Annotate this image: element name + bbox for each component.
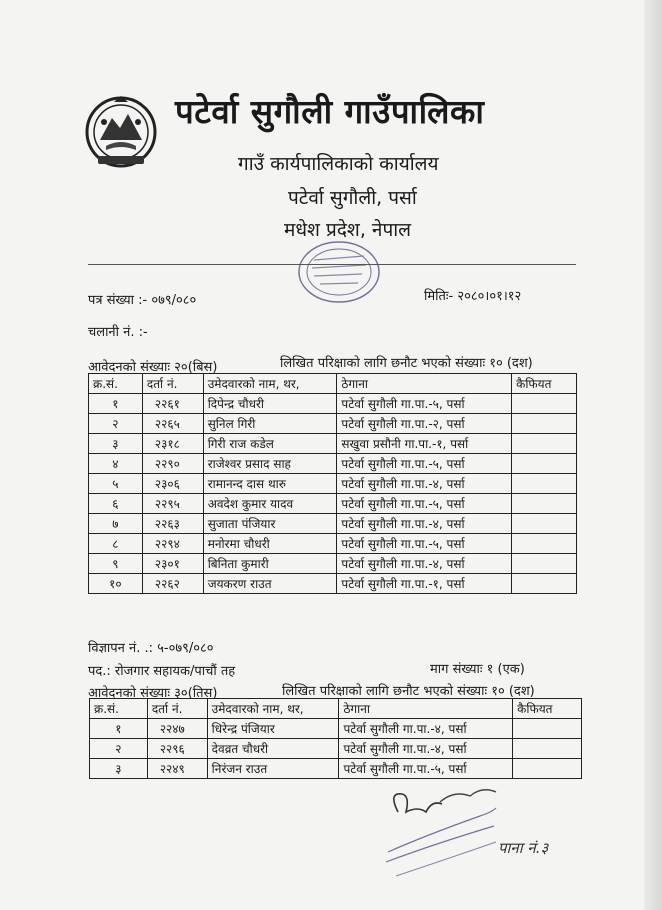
column-header: उमेदवारको नाम, थर, <box>207 699 339 719</box>
table-cell: सुजाता पंजियार <box>203 514 337 534</box>
table-cell: पटेर्वा सुगौली गा.पा.-४, पर्सा <box>337 554 512 574</box>
position-title: पद.: रोजगार सहायक/पाचौं तह <box>88 664 236 679</box>
table-cell <box>512 394 577 414</box>
table-cell <box>513 739 582 759</box>
column-header: उमेदवारको नाम, थर, <box>203 374 337 394</box>
table-cell: सखुवा प्रसौनी गा.पा.-१, पर्सा <box>337 434 512 454</box>
table-row <box>89 434 577 454</box>
table-cell: २३०१ <box>142 554 203 574</box>
section1-shortlisted: लिखित परिक्षाको लागि छनौट भएको संख्याः १० (दश) <box>280 356 533 371</box>
table-cell: पटेर्वा सुगौली गा.पा.-४, पर्सा <box>339 719 513 739</box>
column-header: ठेगाना <box>339 699 513 719</box>
section1-applicants: आवेदनको संख्याः २०(बिस) <box>88 360 218 375</box>
table-cell: पटेर्वा सुगौली गा.पा.-५, पर्सा <box>337 534 512 554</box>
table-cell: १ <box>89 394 143 414</box>
table-cell: पटेर्वा सुगौली गा.पा.-४, पर्सा <box>337 474 512 494</box>
demand-count: माग संख्याः १ (एक) <box>430 662 525 677</box>
table-row <box>90 759 582 779</box>
table-cell: ८ <box>89 534 143 554</box>
table-cell: २२६५ <box>142 414 203 434</box>
column-header: कैफियत <box>513 699 582 719</box>
table-cell <box>512 534 577 554</box>
table-cell: २३०६ <box>142 474 203 494</box>
table-cell <box>512 474 577 494</box>
table-cell <box>512 434 577 454</box>
column-header: क्र.सं. <box>89 374 143 394</box>
table-header-row <box>89 374 577 394</box>
table-cell: १० <box>89 574 143 594</box>
table-cell: धिरेन्द्र पंजियार <box>207 719 339 739</box>
table-row <box>89 394 577 414</box>
table-cell: अवदेश कुमार यादव <box>203 494 337 514</box>
table-cell: १ <box>90 719 148 739</box>
table-cell: २२६२ <box>142 574 203 594</box>
office-province: मधेश प्रदेश, नेपाल <box>284 219 412 241</box>
table-cell: २३१८ <box>142 434 203 454</box>
office-location: पटेर्वा सुगौली, पर्सा <box>288 187 417 209</box>
table-cell: पटेर्वा सुगौली गा.पा.-४, पर्सा <box>337 514 512 534</box>
office-stamp-icon <box>296 238 382 306</box>
table-cell <box>512 454 577 474</box>
table-row <box>90 719 582 739</box>
table-cell: पटेर्वा सुगौली गा.पा.-५, पर्सा <box>337 394 512 414</box>
table-cell: पटेर्वा सुगौली गा.पा.-५, पर्सा <box>337 494 512 514</box>
column-header: क्र.सं. <box>90 699 148 719</box>
signature-stamp-icon <box>384 782 524 882</box>
table-cell: ३ <box>89 434 143 454</box>
table-cell: निरंजन राउत <box>207 759 339 779</box>
table-cell: पटेर्वा सुगौली गा.पा.-१, पर्सा <box>337 574 512 594</box>
table-cell <box>512 574 577 594</box>
table-cell <box>512 554 577 574</box>
candidate-table-1 <box>88 373 577 594</box>
table-row <box>89 494 577 514</box>
candidate-table-2 <box>89 698 582 779</box>
table-cell: २२९५ <box>142 494 203 514</box>
nepal-emblem-icon <box>84 92 158 172</box>
table-cell: २२९४ <box>142 534 203 554</box>
table-cell: २२४९ <box>147 759 207 779</box>
page-edge-shadow <box>644 0 662 910</box>
table-cell: ९ <box>89 554 143 574</box>
column-header: ठेगाना <box>337 374 512 394</box>
table-header-row <box>90 699 582 719</box>
letter-date: मितिः- २०८०।०१।१२ <box>424 289 522 304</box>
table-cell: देवव्रत चौधरी <box>207 739 339 759</box>
table-cell: ६ <box>89 494 143 514</box>
table-cell: बिनिता कुमारी <box>203 554 337 574</box>
advertisement-number: विज्ञापन नं. .: ५-०७९/०८० <box>88 641 214 656</box>
table-cell: २२९६ <box>147 739 207 759</box>
column-header: कैफियत <box>512 374 577 394</box>
table-cell: गिरी राज कडेल <box>203 434 337 454</box>
table-row <box>89 474 577 494</box>
office-title: पटेर्वा सुगौली गाउँपालिका <box>175 92 485 131</box>
table-row <box>89 414 577 434</box>
table-cell: २ <box>89 414 143 434</box>
table-cell: २२९० <box>142 454 203 474</box>
table-cell: २ <box>90 739 148 759</box>
table-cell: पटेर्वा सुगौली गा.पा.-५, पर्सा <box>337 454 512 474</box>
page-number-note: पाना नं.३ <box>498 839 549 857</box>
table-cell: २२६१ <box>142 394 203 414</box>
table-cell: २२६३ <box>142 514 203 534</box>
table-cell: पटेर्वा सुगौली गा.पा.-५, पर्सा <box>339 759 513 779</box>
dispatch-number: चलानी नं. :- <box>88 325 148 340</box>
table-row <box>89 454 577 474</box>
table-cell: दिपेन्द्र चौधरी <box>203 394 337 414</box>
table-row <box>90 739 582 759</box>
table-cell: २२४७ <box>147 719 207 739</box>
table-row <box>89 514 577 534</box>
office-subtitle: गाउँ कार्यपालिकाको कार्यालय <box>238 153 439 175</box>
table-row <box>89 574 577 594</box>
table-row <box>89 554 577 574</box>
table-cell <box>512 514 577 534</box>
table-cell: सुनिल गिरी <box>203 414 337 434</box>
header-divider <box>88 264 576 265</box>
table-cell: राजेश्वर प्रसाद साह <box>203 454 337 474</box>
table-cell: पटेर्वा सुगौली गा.पा.-२, पर्सा <box>337 414 512 434</box>
column-header: दर्ता नं. <box>142 374 203 394</box>
table-cell <box>513 719 582 739</box>
table-cell: रामानन्द दास थारु <box>203 474 337 494</box>
table-cell: मनोरमा चौधरी <box>203 534 337 554</box>
table-cell: ५ <box>89 474 143 494</box>
table-cell: ७ <box>89 514 143 534</box>
column-header: दर्ता नं. <box>147 699 207 719</box>
table-row <box>89 534 577 554</box>
table-cell <box>512 414 577 434</box>
table-cell: ४ <box>89 454 143 474</box>
table-cell <box>512 494 577 514</box>
table-cell: जयकरण राउत <box>203 574 337 594</box>
table-cell: ३ <box>90 759 148 779</box>
section2-applicants: आवेदनको संख्याः ३०(तिस) <box>88 686 218 701</box>
letter-number: पत्र संख्या :- ०७९/०८० <box>88 293 197 308</box>
table-cell <box>513 759 582 779</box>
section2-shortlisted: लिखित परिक्षाको लागि छनौट भएको संख्याः १० (दश) <box>282 684 535 699</box>
table-cell: पटेर्वा सुगौली गा.पा.-४, पर्सा <box>339 739 513 759</box>
